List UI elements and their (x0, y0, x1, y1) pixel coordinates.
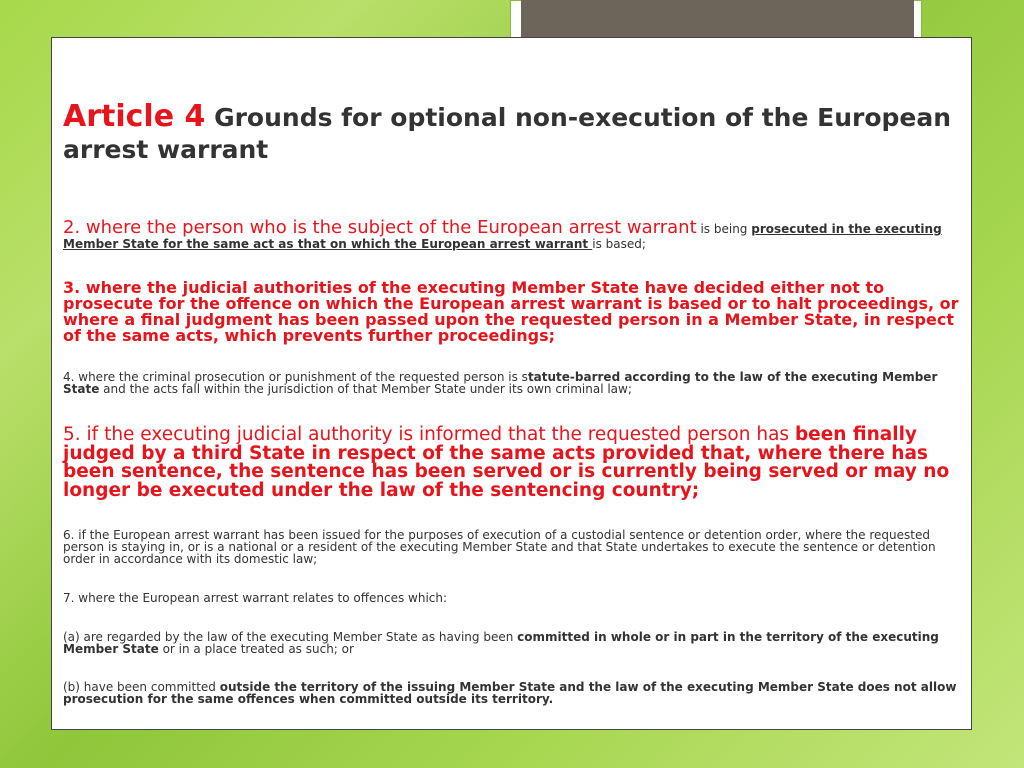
p5-bold: been finally judged by a third State in respect of the same acts provided that, where there has been sentence, the sentence has been served or is currently being served or may no longer be executed under the law of the sentencing country; (63, 424, 950, 501)
paragraph-5 (63, 426, 961, 500)
p8-tail: or in a place treated as such; or (158, 642, 354, 656)
paragraph-6: 6. if the European arrest warrant has been issued for the purposes of execution of a custodial sentence or detention order, where the requested person is staying in, or is a national or a resident of the executing Member State and that State undertakes to execute the sentence or detention order in accordance with its domestic law; (63, 528, 936, 566)
p8-lead: (a) are regarded by the law of the executing Member State as having been (63, 630, 518, 644)
p2-lead: 2. where the person who is the subject of the European arrest warrant (63, 217, 697, 238)
p2-tail: is based; (592, 237, 646, 252)
article-number: Article 4 (63, 99, 206, 134)
p8-bold: committed in whole or in part in the territory of the executing Member State (63, 630, 939, 656)
article-heading: Grounds for optional non-execution of the European arrest warrant (63, 103, 952, 164)
slide-title (63, 100, 963, 162)
p2-bold-underline: prosecuted in the executing Member State for the same act as that on which the European arrest warrant (63, 222, 942, 252)
paragraph-7a (63, 631, 961, 655)
p9-bold: outside the territory of the issuing Member State and the law of the executing Member State does not allow prosecution for the same offences when committed outside its territory. (63, 680, 957, 706)
slide-panel (51, 37, 972, 730)
p4-bold: tatute-barred according to the law of the executing Member State (63, 370, 938, 396)
p9-lead: (b) have been committed (63, 680, 220, 694)
paragraph-7b (63, 681, 961, 705)
p4-tail: and the acts fall within the jurisdiction of that Member State under its own criminal law; (99, 382, 632, 396)
slide-content (63, 99, 963, 706)
paragraph-3: 3. where the judicial authorities of the executing Member State have decided either not to prosecute for the offence on which the European arrest warrant is based or to halt proceedings, or where a final judgment has been passed upon the requested person in a Member State, in respect of the same acts, which prevents further proceedings; (63, 278, 959, 345)
p4-lead: 4. where the criminal prosecution or punishment of the requested person is s (63, 370, 528, 384)
p5-lead: 5. if the executing judicial authority is informed that the requested person has (63, 424, 795, 445)
paragraph-2 (63, 217, 961, 252)
paragraph-4 (63, 371, 961, 395)
p2-mid: is being (696, 222, 752, 236)
paragraph-7: 7. where the European arrest warrant relates to offences which: (63, 591, 448, 605)
